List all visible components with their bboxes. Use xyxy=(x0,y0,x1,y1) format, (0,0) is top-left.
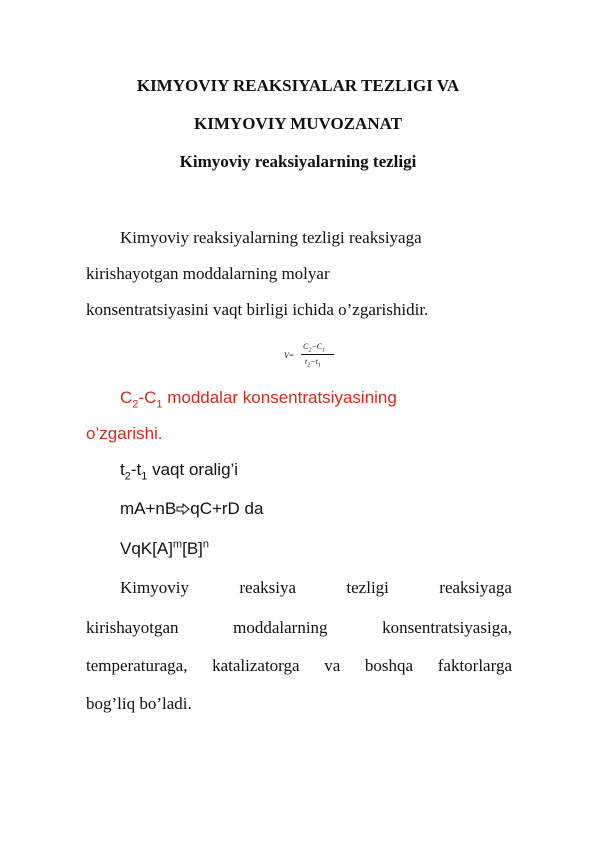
paragraph-2-line-1: Kimyoviy reaksiya tezligi reaksiyaga xyxy=(120,578,512,597)
concentration-change-definition-line-2: o’zgarishi. xyxy=(86,424,163,443)
formula-denominator: $t_2-t_1$ xyxy=(305,357,321,369)
paragraph-2-line-4: bog’liq bo’ladi. xyxy=(86,694,192,713)
rate-law-expression: $VqK[A]^m[B]^n$ xyxy=(120,538,210,558)
rate-formula xyxy=(284,340,344,370)
paragraph-1-line-1: Kimyoviy reaksiyalarning tezligi reaksiyaga xyxy=(120,228,422,247)
reaction-equation: mA+nB qC+rD da xyxy=(120,499,264,518)
paragraph-1-line-2: kirishayotgan moddalarning molyar xyxy=(86,264,330,283)
fraction-bar xyxy=(301,354,334,355)
section-title: Kimyoviy reaksiyalarning tezligi xyxy=(179,152,417,171)
paragraph-1-line-3: konsentratsiyasini vaqt birligi ichida o’zgarishidir. xyxy=(86,300,429,319)
concentration-change-definition: $C_2-C_1$ moddalar konsentratsiyasining xyxy=(120,388,397,411)
chapter-title-line-1: KIMYOVIY REAKSIYALAR TEZLIGI VA xyxy=(136,76,460,95)
right-arrow-icon xyxy=(176,503,190,515)
paragraph-2-line-2: kirishayotgan moddalarning konsentratsiyasiga, xyxy=(86,618,512,637)
formula-lhs: V= xyxy=(284,351,295,360)
formula-numerator: $C_2-C_1$ xyxy=(303,342,326,354)
time-interval-definition: $t_2-t_1$ vaqt oralig’i xyxy=(120,460,239,483)
chapter-title-line-2: KIMYOVIY MUVOZANAT xyxy=(194,114,402,133)
paragraph-2-line-3: temperaturaga, katalizatorga va boshqa faktorlarga xyxy=(86,656,512,675)
